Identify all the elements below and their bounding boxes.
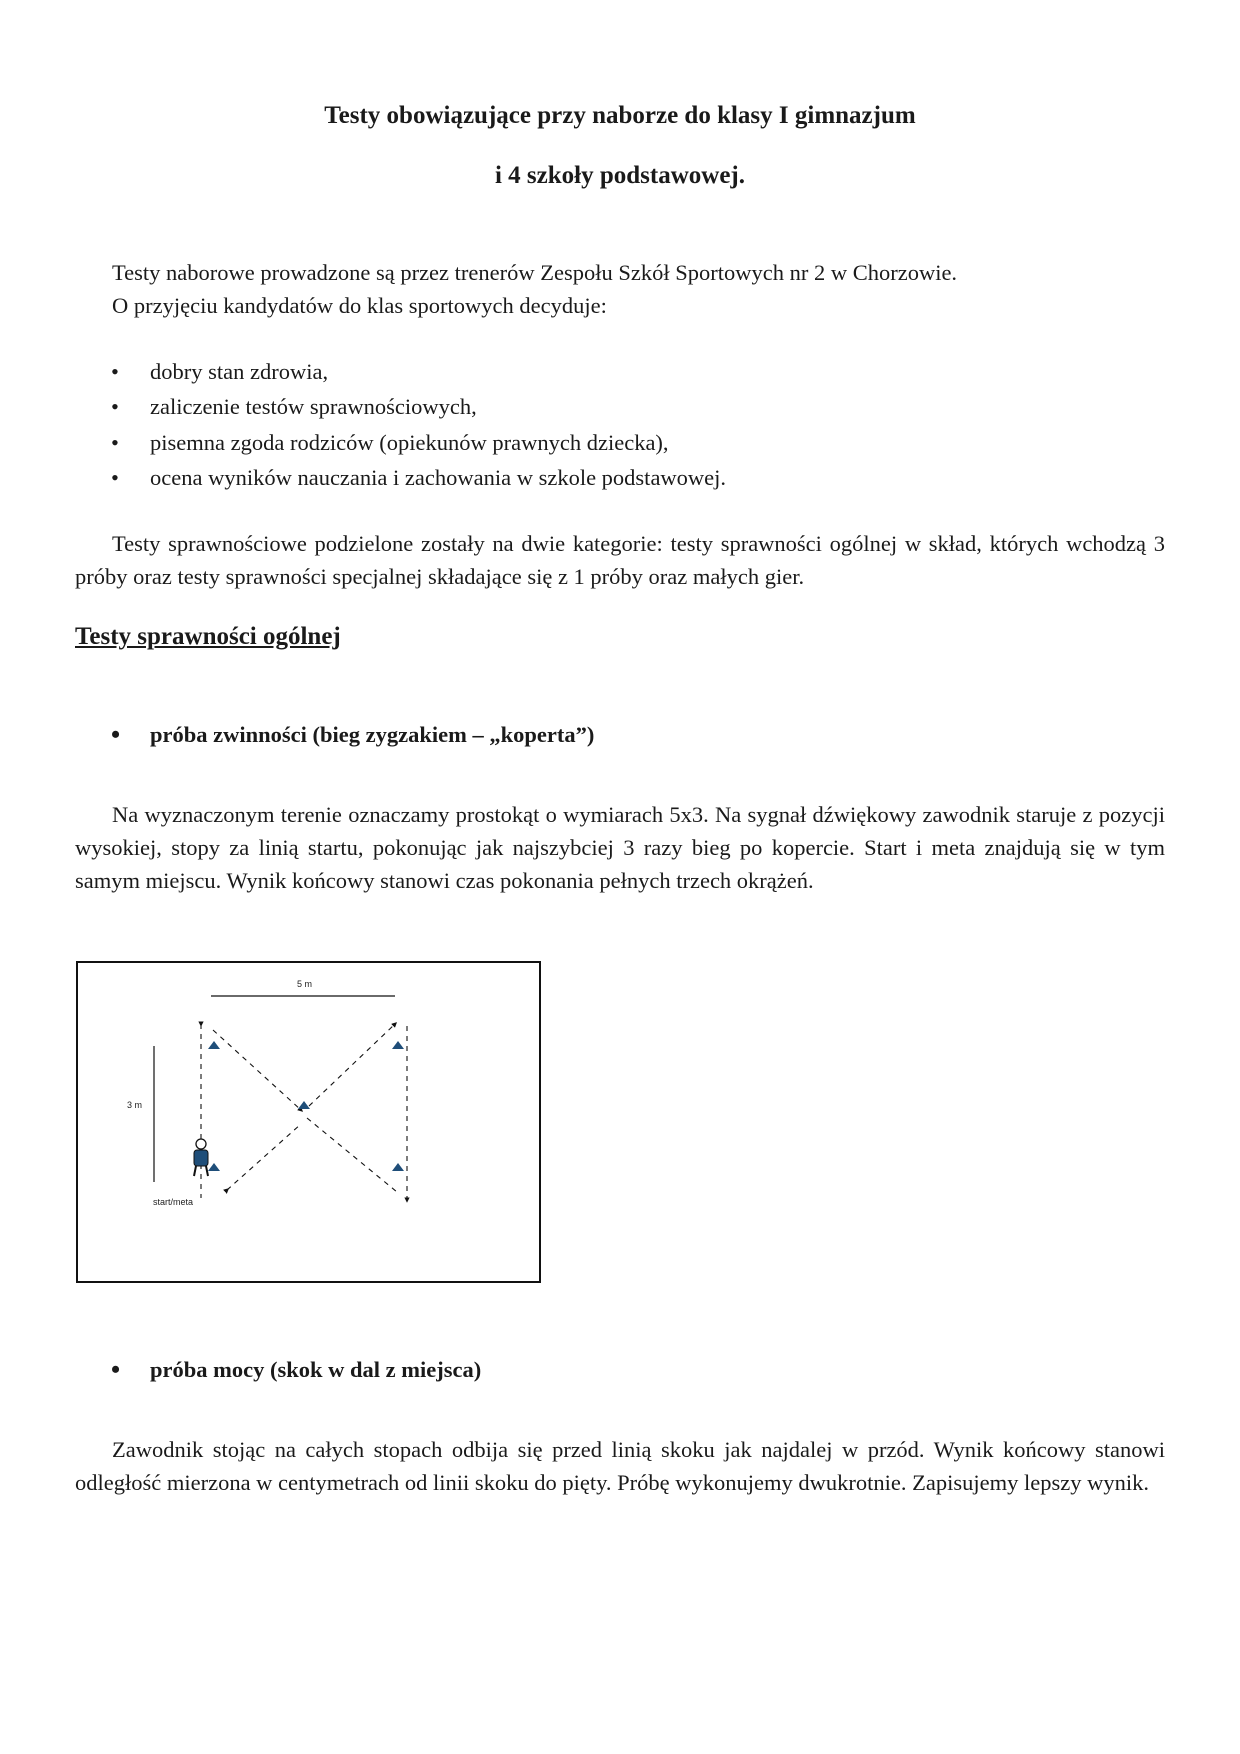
height-label: 3 m <box>127 1100 143 1110</box>
test-description-power: Zawodnik stojąc na całych stopach odbija się przed linią skoku jak najdalej w przód. Wynik końcowy stanowi odległość mierzona w centymetrach od linii skoku do pięty. Próbę wykonujemy dwukrotnie. Zapisujemy lepszy wynik. <box>75 1437 1165 1495</box>
start-finish-label: start/meta <box>153 1197 194 1207</box>
intro-text-1: Testy naborowe prowadzone są przez trenerów Zespołu Szkół Sportowych nr 2 w Chorzowie. <box>112 260 958 285</box>
diagram-frame <box>77 962 540 1282</box>
page-subtitle: i 4 szkoły podstawowej. <box>494 162 745 189</box>
intro-text-2: O przyjęciu kandydatów do klas sportowych decyduje: <box>112 293 607 318</box>
list-item: • ocena wyników nauczania i zachowania w szkole podstawowej. <box>108 460 726 495</box>
list-item: • dobry stan zdrowia, <box>108 354 726 389</box>
requirements-list <box>108 354 726 495</box>
envelope-run-diagram <box>75 960 543 1288</box>
bullet-icon: • <box>111 1355 121 1384</box>
bullet-icon: • <box>111 464 119 490</box>
page-title: Testy obowiązujące przy naborze do klasy I gimnazjum <box>324 102 916 129</box>
intro-paragraph-line-2 <box>75 289 1165 322</box>
bullet-icon: • <box>111 720 121 749</box>
bullet-icon: • <box>111 359 119 384</box>
categories-text: Testy sprawnościowe podzielone zostały na dwie kategorie: testy sprawności ogólnej w skład, których wchodzą 3 próby oraz testy sprawności specjalnej składające się z 1 próby oraz małych gier. <box>75 531 1165 589</box>
section-heading: Testy sprawności ogólnej <box>75 623 341 650</box>
test-heading-agility: • próba zwinności (bieg zygzakiem – „koperta”) <box>111 720 595 749</box>
test-heading-power: • próba mocy (skok w dal z miejsca) <box>111 1355 482 1384</box>
width-label: 5 m <box>297 979 313 989</box>
bullet-icon: • <box>111 394 119 420</box>
bullet-icon: • <box>111 429 119 455</box>
list-item: • pisemna zgoda rodziców (opiekunów prawnych dziecka), <box>108 425 726 460</box>
list-item: • zaliczenie testów sprawnościowych, <box>108 389 726 424</box>
test-description-agility: Na wyznaczonym terenie oznaczamy prostokąt o wymiarach 5x3. Na sygnał dźwiękowy zawodnik staruje z pozycji wysokiej, stopy za linią startu, pokonując jak najszybciej 3 razy bieg po kopercie. Start i meta znajdują się w tym samym miejscu. Wynik końcowy stanowi czas pokonania pełnych trzech okrążeń. <box>75 802 1165 893</box>
intro-paragraph-line-1 <box>75 256 1165 289</box>
categories-paragraph <box>75 527 1165 593</box>
